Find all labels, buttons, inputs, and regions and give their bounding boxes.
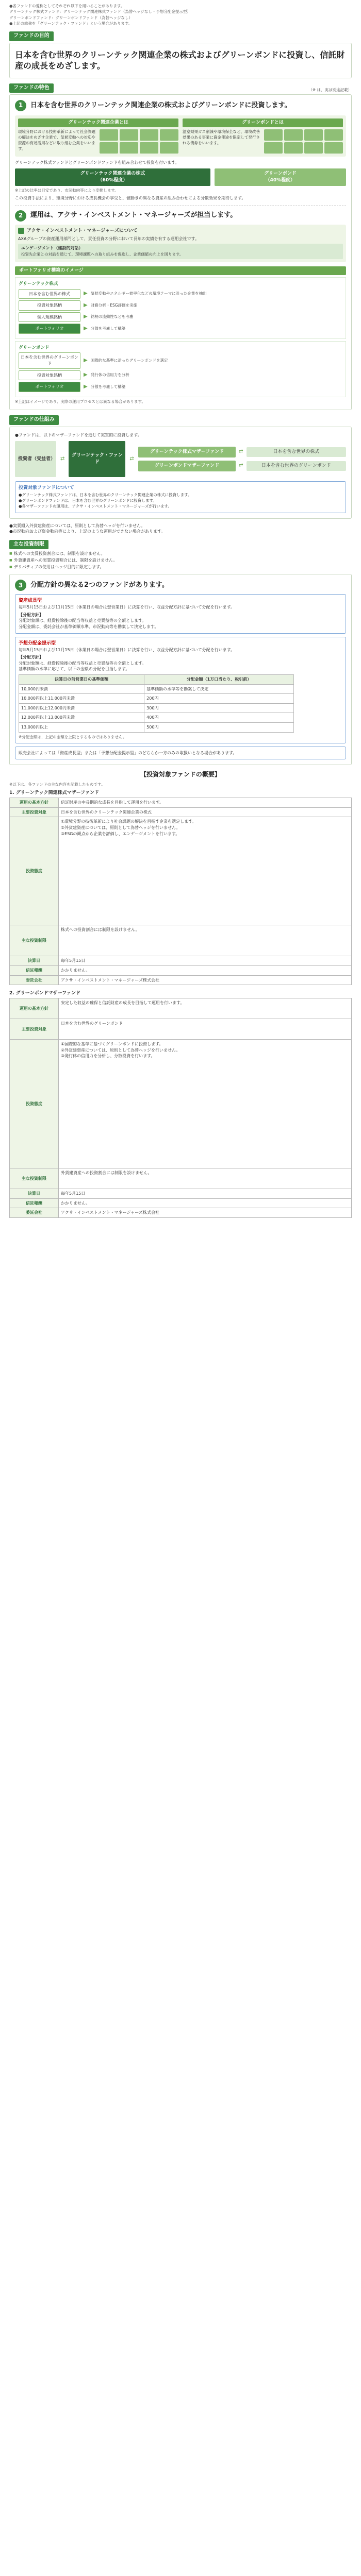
row-value: 毎年5月15日 — [59, 956, 352, 966]
ev-icon — [140, 129, 158, 141]
overview-heading: 【投資対象ファンドの概要】 — [140, 771, 221, 778]
row-label: 委託会社 — [10, 975, 59, 985]
features-note: （※ は、実は別途記載） — [308, 87, 352, 92]
point1-mid-note: グリーンテック株式ファンドとグリーンボンドファンドを組み合わせて投資を行います。 — [15, 160, 179, 165]
top-note: ●各ファンドの愛称としてそれぞれ以下を用いることがあります。 — [9, 4, 125, 8]
greenbond-tag: グリーンボンドとは — [183, 118, 343, 127]
table-row — [10, 925, 352, 956]
target-b-box: 日本を含む世界のグリーンボンド — [247, 461, 346, 471]
point1-title: 日本を含む世界のクリーンテック関連企業の株式およびグリーンボンドに投資します。 — [30, 101, 291, 109]
features-label: ファンドの特色 — [9, 83, 54, 93]
row-value: 外貨建資産への投資割合には制限を設けません。 — [59, 1168, 352, 1189]
top-notes — [9, 3, 352, 26]
fund2-label: 予想分配金提示型 — [19, 640, 56, 646]
fund1-sub: 【分配方針】 — [19, 612, 43, 617]
point3-title: 分配方針の異なる2つのファンドがあります。 — [30, 581, 169, 589]
table-row — [10, 807, 352, 817]
purpose-label: ファンドの目的 — [9, 31, 54, 41]
flow-step: ポートフォリオ — [19, 382, 80, 392]
row-value: 毎年5月15日 — [59, 1189, 352, 1199]
purpose-panel — [9, 43, 352, 78]
row-label: 決算日 — [10, 1189, 59, 1199]
fund-b-title: 2. グリーンボンドマザーファンド — [9, 991, 81, 996]
table-row — [10, 1040, 352, 1168]
row-label: 投資態度 — [10, 817, 59, 925]
row-value: アクサ・インベストメント・マネージャーズ株式会社 — [59, 975, 352, 985]
building-icon — [120, 142, 138, 154]
table-cell: 13,000円以上 — [19, 723, 144, 733]
row-value: 安定した収益の確保と信託財産の成長を目指して運用を行います。 — [59, 998, 352, 1019]
row-value: ①国際的な基準に基づくグリーンボンドに投資します。 ②外貨建資産については、原則として為替ヘッジを行いません。 ③発行体の信用力を分析し、分散投資を行います。 — [59, 1040, 352, 1168]
energy-icon — [284, 129, 303, 141]
axa-box — [15, 225, 346, 263]
factory-icon — [264, 142, 283, 154]
bond-ratio-box: グリーンボンド （40%程度） — [215, 168, 346, 186]
flow-note: 気候変動やエネルギー効率化などの環境テーマに沿った企業を抽出 — [90, 291, 207, 296]
table-row — [10, 956, 352, 966]
table-cell: 11,000円以上12,000円未満 — [19, 703, 144, 713]
row-value: ①環境分野の技術革新により社会課題の解決を目指す企業を選定します。 ②外貨建資産については、原則として為替ヘッジを行いません。 ③ESGの観点から企業を評価し、エンゲージメントを行います。 — [59, 817, 352, 925]
point1-footnote: ※上記の比率は目安であり、市況動向等により変動します。 — [15, 188, 119, 193]
row-label: 決算日 — [10, 956, 59, 966]
fund1-label: 資産成長型 — [19, 598, 42, 604]
fund-box: グリーンテック・ファンド — [69, 441, 125, 477]
table-cell: 200円 — [144, 694, 294, 704]
water-icon — [160, 129, 178, 141]
mechanism-panel: ●ファンドは、以下のマザーファンドを通じて実質的に投資します。 投資者（受益者） ⇄ グリーンテック・ファンド ⇄ グリーンテック株式マザーファンド ⇄ 日本を含む世界の株式 グリーンボンドマザーファンド ⇄ 日本を含む世界のグリーンボンド 投資対象ファンドについて ●グリーンテック株式ファンドは、日本を含む世界のクリーンテック関連企業の株式に投資します。 ●グリーンボンドファンドは、日本を含む世界のグリーンボンドに投資します。 ●各マザーファンドの運用は、アクサ・インベストメント・マネージャーズが行います。 — [9, 427, 352, 519]
point2-bottom-note: ※上記はイメージであり、実際の運用プロセスとは異なる場合があります。 — [15, 399, 145, 404]
row-label: 主な投資制限 — [10, 925, 59, 956]
greentech-icons — [100, 129, 178, 154]
target-a-box: 日本を含む世界の株式 — [247, 447, 346, 457]
table-row — [10, 1198, 352, 1208]
flow-step: 投資対象銘柄 — [19, 300, 80, 311]
fund2-item: 分配対象額は、経費控除後の配当等収益と売買益等の全額とします。 — [19, 660, 146, 666]
engagement-desc: 投資先企業との対話を通じて、環境課題への取り組みを促進し、企業価値の向上を図ります。 — [21, 252, 184, 257]
flow-step: 日本を含む世界のグリーンボンド — [19, 352, 80, 368]
forest-icon — [264, 129, 283, 141]
engagement-label: エンゲージメント（建設的対話） — [21, 246, 83, 251]
limit-item: ■ 外貨建資産への実質投資割合には、制限を設けません。 — [9, 557, 352, 564]
point2-header — [15, 210, 346, 222]
table-cell: 10,000円以上11,000円未満 — [19, 694, 144, 704]
table-row — [10, 998, 352, 1019]
table-row — [10, 975, 352, 985]
axa-title: アクサ・インベストメント・マネージャーズについて — [27, 228, 138, 233]
mother-b-box: グリーンボンドマザーファンド — [138, 461, 236, 471]
point3-header — [15, 580, 346, 591]
limits-label: 主な投資制限 — [9, 540, 48, 550]
point1-para: この投資手法により、環境分野における成長機会の享受と、値動きの異なる資産の組み合わせによる分散効果を期待します。 — [15, 196, 246, 201]
table-row — [19, 694, 294, 704]
flow-note: 国際的な基準に沿ったグリーンボンドを選定 — [90, 358, 168, 363]
row-value: 日本を含む世界のクリーンテック関連企業の株式 — [59, 807, 352, 817]
target-fund-title: 投資対象ファンドについて — [19, 485, 74, 491]
table-cell: 400円 — [144, 713, 294, 723]
point1-definitions — [15, 115, 346, 157]
page — [0, 0, 361, 1228]
row-label: 委託会社 — [10, 1208, 59, 1218]
stock-ratio-box: グリーンテック関連企業の株式 （60%程度） — [15, 168, 210, 186]
flow-note: 分散を考慮して構築 — [90, 384, 126, 389]
row-label: 運用の基本方針 — [10, 998, 59, 1019]
point2-number: 2 — [15, 210, 26, 222]
solar-icon — [100, 129, 118, 141]
point1-number: 1 — [15, 100, 26, 111]
point3-number: 3 — [15, 580, 26, 591]
table-row — [19, 713, 294, 723]
flow-note: 銘柄の流動性などを考慮 — [90, 314, 134, 319]
table-row — [10, 1019, 352, 1040]
flow-stock: グリーンテック株式 日本を含む世界の株式 ▶ 気候変動やエネルギー効率化などの環境テーマに沿った企業を抽出 投資対象銘柄 ▶ 財務分析・ESG評価を実施 個人規模銘柄 ▶ 銘柄の流動性などを考慮 ポートフォリオ ▶ 分散を考慮して構築 — [15, 277, 346, 339]
fund1-desc: 毎年5月15日および11月15日（休業日の場合は翌営業日）に決算を行い、収益分配方針に基づいて分配を行います。 — [19, 605, 235, 610]
row-label: 信託報酬 — [10, 1198, 59, 1208]
fund-b-table — [9, 998, 352, 1218]
limit-item: ■ 株式への実質投資割合には、制限を設けません。 — [9, 551, 352, 557]
table-row — [10, 965, 352, 975]
row-label: 主な投資制限 — [10, 1168, 59, 1189]
flow-note: 財務分析・ESG評価を実施 — [90, 302, 138, 308]
row-label: 投資態度 — [10, 1040, 59, 1168]
globe-icon — [324, 129, 343, 141]
target-fund-info — [15, 481, 346, 513]
row-label: 運用の基本方針 — [10, 798, 59, 808]
table-header: 分配金額（1万口当たり、税引前） — [144, 675, 294, 685]
mechanism-label: ファンドの仕組み — [9, 415, 59, 425]
table-note: ※分配金額は、上記の金額を上限とするものではありません。 — [19, 734, 127, 739]
wind-icon — [120, 129, 138, 141]
table-cell: 300円 — [144, 703, 294, 713]
row-label: 信託報酬 — [10, 965, 59, 975]
fund2-item: 基準価額の水準に応じて、以下の金額の分配を目指します。 — [19, 667, 130, 672]
row-label: 主要投資対象 — [10, 807, 59, 817]
sun-icon — [304, 142, 323, 154]
limit-item: ■ デリバティブの使用はヘッジ目的に限定します。 — [9, 564, 352, 570]
portfolio-label: ポートフォリオ構築のイメージ — [15, 266, 346, 275]
row-label: 主要投資対象 — [10, 1019, 59, 1040]
table-row — [10, 1168, 352, 1189]
mechanism-desc: ●ファンドは、以下のマザーファンドを通じて実質的に投資します。 — [15, 432, 142, 437]
target-fund-line: ●グリーンボンドファンドは、日本を含む世界のグリーンボンドに投資します。 — [19, 498, 157, 503]
flow-step: ポートフォリオ — [19, 324, 80, 334]
flow-bond-label: グリーンボンド — [19, 345, 50, 351]
table-cell: 500円 — [144, 723, 294, 733]
top-note: グリーンテック株式ファンド：グリーンテック関連株式ファンド（為替ヘッジなし・予想分配金提示型） — [9, 9, 191, 14]
fund2-desc: 毎年5月15日および11月15日（休業日の場合は翌営業日）に決算を行い、収益分配方針に基づいて分配を行います。 — [19, 647, 235, 652]
table-cell: 10,000円未満 — [19, 684, 144, 694]
row-value: かかりません。 — [59, 965, 352, 975]
flow-bond: グリーンボンド 日本を含む世界のグリーンボンド ▶ 国際的な基準に沿ったグリーンボンドを選定 投資対象銘柄 ▶ 発行体の信用力を分析 ポートフォリオ ▶ 分散を考慮して構築 — [15, 341, 346, 397]
row-value: 信託財産の中長期的な成長を目指して運用を行います。 — [59, 798, 352, 808]
leaf-icon — [140, 142, 158, 154]
point3-bottom-note: 販売会社によっては「資産成長型」または「予想分配金提示型」のどちらか一方のみの取扱いとなる場合があります。 — [15, 747, 346, 760]
flow-note: 分散を考慮して構築 — [90, 326, 126, 331]
point3-panel — [9, 574, 352, 765]
limits-list — [9, 551, 352, 570]
row-value: 日本を含む世界のグリーンボンド — [59, 1019, 352, 1040]
recycle-icon — [100, 142, 118, 154]
target-fund-line: ●各マザーファンドの運用は、アクサ・インベストメント・マネージャーズが行います。 — [19, 503, 172, 509]
row-value: かかりません。 — [59, 1198, 352, 1208]
mid-para: ●実質組入外貨建資産については、原則として為替ヘッジを行いません。 — [9, 523, 145, 528]
flow-stock-label: グリーンテック株式 — [19, 281, 58, 287]
table-row — [10, 1208, 352, 1218]
top-note: グリーンボンドファンド：グリーンボンドファンド（為替ヘッジなし） — [9, 15, 133, 20]
fund2-sub: 【分配方針】 — [19, 655, 43, 660]
table-row — [10, 798, 352, 808]
flow-step: 個人規模銘柄 — [19, 312, 80, 323]
target-fund-line: ●グリーンテック株式ファンドは、日本を含む世界のクリーンテック関連企業の株式に投資します。 — [19, 493, 192, 498]
point2-title: 運用は、アクサ・インベストメント・マネージャーズが担当します。 — [30, 211, 237, 219]
fund2-box — [15, 637, 346, 743]
plant-icon — [284, 142, 303, 154]
mid-para: ●市況動向および資金動向等により、上記のような運用ができない場合があります。 — [9, 529, 166, 534]
greenbond-desc: 温室効果ガス削減や環境保全など、環境改善効果のある事業に資金使途を限定して発行される債券をいいます。 — [183, 129, 260, 145]
table-row — [10, 817, 352, 925]
fund1-item: 分配対象額は、経費控除後の配当等収益と売買益等の全額とします。 — [19, 618, 146, 623]
battery-icon — [160, 142, 178, 154]
table-row — [19, 703, 294, 713]
mother-a-box: グリーンテック株式マザーファンド — [138, 447, 236, 457]
row-value: 株式への投資割合には制限を設けません。 — [59, 925, 352, 956]
fund1-box — [15, 594, 346, 633]
fund-a-title: 1. グリーンテック関連株式マザーファンド — [9, 790, 100, 796]
transport-icon — [304, 129, 323, 141]
investor-box: 投資者（受益者） — [15, 441, 56, 477]
greentech-desc: 環境分野における技術革新によって社会課題の解決をめざす企業で、気候変動への対応や資源の有効活用などに取り組む企業をいいます。 — [18, 129, 95, 151]
table-row — [19, 684, 294, 694]
top-note: ●上記の総称を「グリーンテック・ファンド」という場合があります。 — [9, 21, 133, 26]
axa-icon — [18, 228, 24, 234]
fund1-item: 分配金額は、委託会社が基準価額水準、市況動向等を勘案して決定します。 — [19, 624, 159, 630]
fund-a-table — [9, 798, 352, 985]
table-row — [10, 1189, 352, 1199]
greentech-tag: グリーンテック関連企業とは — [18, 118, 178, 127]
distribution-table — [19, 674, 294, 733]
flow-step: 日本を含む世界の株式 — [19, 289, 80, 299]
purpose-lead: 日本を含む世界のクリーンテック関連企業の株式およびグリーンボンドに投資し、信託財産の成長をめざします。 — [15, 49, 345, 71]
table-header: 決算日の前営業日の基準価額 — [19, 675, 144, 685]
flow-note: 発行体の信用力を分析 — [90, 372, 129, 377]
overview-subnote: ※以下は、各ファンドの主な内容を記載したものです。 — [9, 782, 105, 787]
features-panel — [9, 94, 352, 410]
point1-header — [15, 100, 346, 111]
axa-desc: AXAグループの資産運用部門として、責任投資の分野において長年の実績を有する運用会社です。 — [18, 236, 199, 241]
drop-icon — [324, 142, 343, 154]
table-cell: 基準価額の水準等を勘案して決定 — [144, 684, 294, 694]
flow-step: 投資対象銘柄 — [19, 370, 80, 381]
table-row — [19, 723, 294, 733]
greenbond-icons — [264, 129, 343, 154]
table-cell: 12,000円以上13,000円未満 — [19, 713, 144, 723]
row-value: アクサ・インベストメント・マネージャーズ株式会社 — [59, 1208, 352, 1218]
